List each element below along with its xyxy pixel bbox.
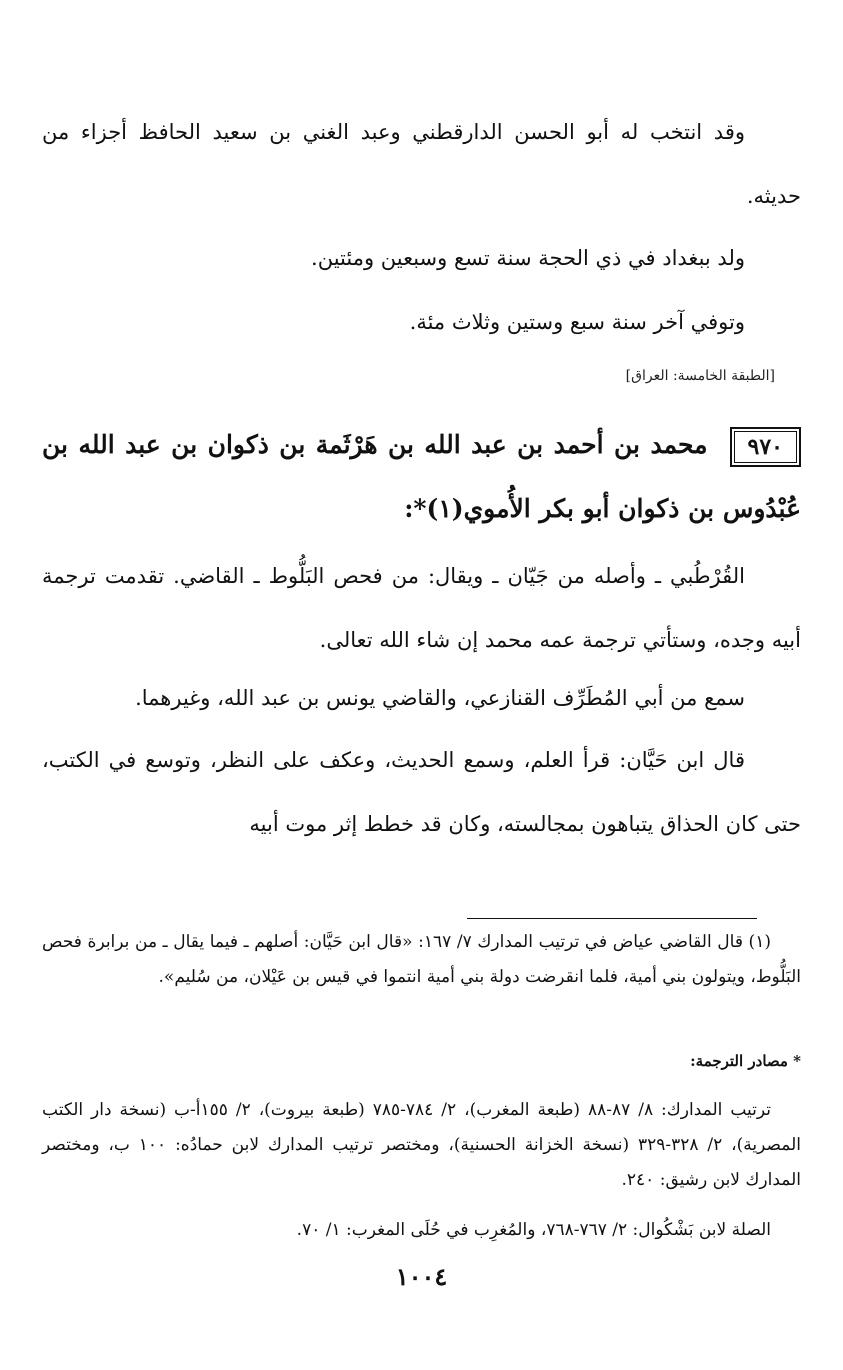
footnote-sources-1: ترتيب المدارك: ٨/ ٨٧-٨٨ (طبعة المغرب)، ٢/ ٧٨٤-٧٨٥ (طبعة بيروت)، ٢/ ١٥٥أ-ب (نسخة دار الكتب المصرية)، ٢/ ٣٢٨-٣٢٩ (نسخة الخزانة الحسنية)، ومختصر ترتيب المدارك لابن حمادُه: ١٠٠ ب، ومختصر المدارك لابن رشيق: ٢٤٠.: [42, 1100, 801, 1190]
entry-footnote-marker: (١)*:: [404, 494, 464, 523]
paragraph-death: وتوفي آخر سنة سبع وستين وثلاث مئة.: [409, 310, 745, 334]
paragraph-origin: القُرْطُبي ـ وأصله من جَيّان ـ ويقال: من فحص البَلُّوط ـ القاضي. تقدمت ترجمة أبيه وجده، وستأتي ترجمة عمه محمد إن شاء الله تعالى.: [42, 564, 801, 652]
entry-heading: [42, 413, 801, 541]
paragraph-teachers: سمع من أبي المُطَرِّف القنازعي، والقاضي يونس بن عبد الله، وغيرهما.: [135, 686, 745, 710]
entry-name: محمد بن أحمد بن عبد الله بن هَرْثَمة بن ذكوان بن عبد الله بن عُبْدُوس بن ذكوان أبو بكر الأُموي: [42, 430, 801, 523]
paragraph-birth: ولد ببغداد في ذي الحجة سنة تسع وسبعين ومئتين.: [311, 246, 745, 270]
paragraph-intro: وقد انتخب له أبو الحسن الدارقطني وعبد الغني بن سعيد الحافظ أجزاء من حديثه.: [42, 120, 801, 208]
page-number: ١٠٠٤: [395, 1262, 448, 1291]
paragraph-ibn-hayyan: قال ابن حَيَّان: قرأ العلم، وسمع الحديث، وعكف على النظر، وتوسع في الكتب، حتى كان الحذاق يتباهون بمجالسته، وكان قد خطط إثر موت أبيه: [42, 748, 801, 836]
section-label: [الطبقة الخامسة: العراق]: [625, 368, 775, 384]
entry-number-box: ٩٧٠: [730, 427, 801, 467]
footnote-divider: [467, 918, 757, 919]
sources-heading: * مصادر الترجمة:: [690, 1052, 801, 1070]
footnote-sources-2: الصلة لابن بَشْكُوال: ٢/ ٧٦٧-٧٦٨، والمُغرِب في حُلَى المغرب: ١/ ٧٠.: [296, 1220, 771, 1240]
footnote-1: (١) قال القاضي عياض في ترتيب المدارك ٧/ ١٦٧: «قال ابن حَيَّان: أصلهم ـ فيما يقال ـ من برابرة فحص البَلُّوط، ويتولون بني أمية، فلما انقرضت دولة بني أمية انتموا في قيس بن عَيْلان، من سُليم».: [42, 932, 801, 987]
